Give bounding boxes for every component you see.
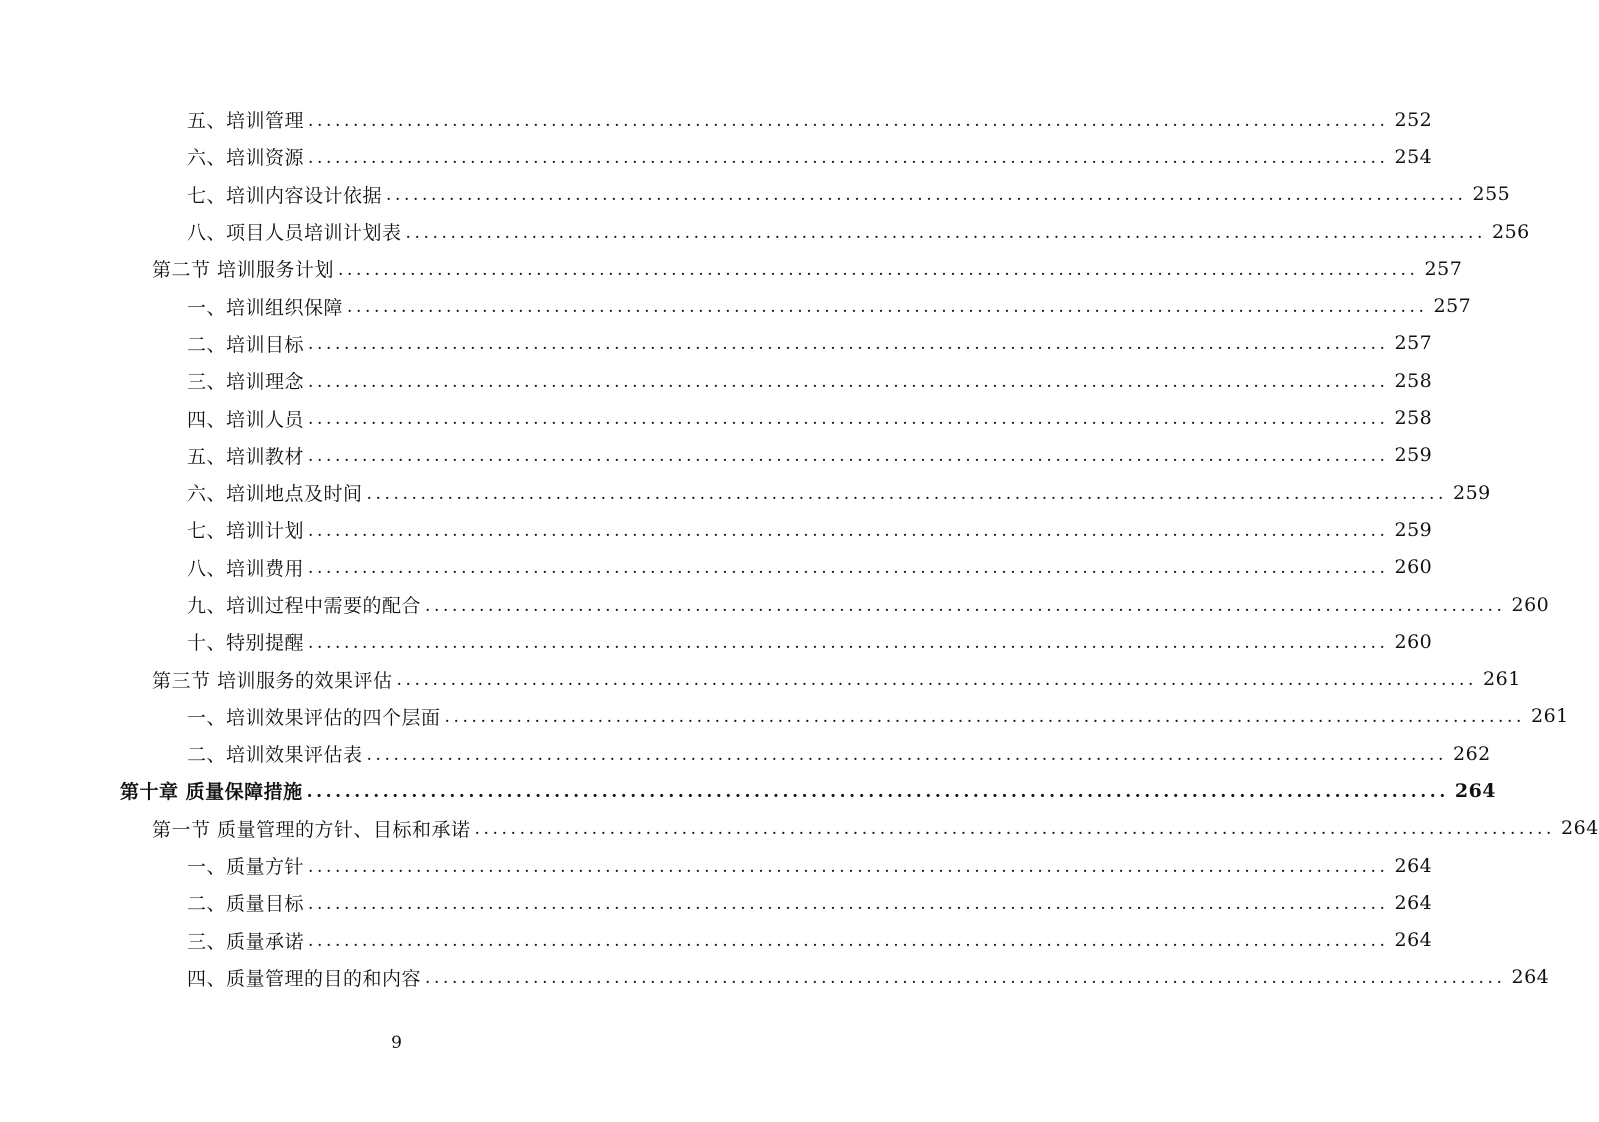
toc-entry-page-number: 257 [1394,332,1433,355]
page-number: 9 [391,1033,402,1053]
toc-entry-title: 第十章 质量保障措施 [120,781,303,804]
toc-entry-page-number: 260 [1511,593,1550,616]
toc-entry-page-number: 254 [1394,145,1433,168]
toc-item-entry[interactable] [0,847,1433,884]
toc-entry-page-number: 264 [1394,929,1433,952]
toc-dot-leader: ........................................................................................................................ [306,781,1449,802]
toc-dot-leader: ........................................................................................................................ [366,483,1447,504]
toc-entry-page-number: 262 [1452,742,1491,765]
toc-dot-leader: ........................................................................................................................ [347,297,1428,318]
toc-entry-page-number: 261 [1483,668,1521,691]
toc-item-entry[interactable] [0,138,1433,175]
toc-item-entry[interactable] [0,623,1433,660]
toc-entry-title: 第一节 质量管理的方针、目标和承诺 [152,818,471,841]
toc-dot-leader: ........................................................................................................................ [308,558,1389,579]
toc-dot-leader: ........................................................................................................................ [308,446,1389,467]
toc-entry-page-number: 258 [1394,369,1433,392]
toc-entry-page-number: 256 [1491,220,1530,243]
toc-entry-page-number: 257 [1433,295,1472,318]
toc-entry-page-number: 261 [1530,705,1569,728]
toc-item-entry[interactable] [0,698,1569,735]
toc-dot-leader: ........................................................................................................................ [338,259,1419,280]
toc-dot-leader: ........................................................................................................................ [425,595,1506,616]
toc-entry-page-number: 257 [1424,257,1463,280]
toc-dot-leader: ........................................................................................................................ [386,185,1467,206]
toc-dot-leader: ........................................................................................................................ [308,409,1389,430]
toc-entry-title: 五、培训管理 [187,110,305,133]
toc-item-entry[interactable] [0,511,1433,548]
toc-entry-page-number: 264 [1561,817,1599,840]
toc-dot-leader: ........................................................................................................................ [444,707,1525,728]
toc-entry-page-number: 259 [1452,481,1491,504]
toc-section-entry[interactable] [0,250,1463,287]
toc-dot-leader: ........................................................................................................................ [308,147,1389,168]
toc-entry-page-number: 258 [1394,407,1433,430]
toc-entry-page-number: 255 [1472,183,1511,206]
toc-dot-leader: ........................................................................................................................ [405,222,1486,243]
toc-section-entry[interactable] [0,660,1521,697]
toc-item-entry[interactable] [0,287,1472,324]
toc-entry-title: 七、培训计划 [187,520,305,543]
toc-entry-page-number: 259 [1394,518,1433,541]
toc-dot-leader: ........................................................................................................................ [308,931,1389,952]
toc-item-entry[interactable] [0,399,1433,436]
toc-entry-title: 五、培训教材 [187,445,305,468]
toc-entry-title: 一、质量方针 [187,856,305,879]
toc-entry-page-number: 260 [1394,556,1433,579]
toc-entry-page-number: 264 [1454,779,1497,802]
toc-entry-title: 七、培训内容设计依据 [187,184,383,207]
toc-dot-leader: ........................................................................................................................ [474,819,1556,840]
toc-entry-page-number: 252 [1394,108,1433,131]
toc-dot-leader: ........................................................................................................................ [396,670,1478,691]
toc-dot-leader: ........................................................................................................................ [366,744,1447,765]
toc-dot-leader: ........................................................................................................................ [308,371,1389,392]
toc-entry-page-number: 260 [1394,630,1433,653]
toc-item-entry[interactable] [0,176,1511,213]
toc-item-entry[interactable] [0,959,1550,996]
toc-item-entry[interactable] [0,325,1433,362]
toc-entry-title: 九、培训过程中需要的配合 [187,595,422,617]
toc-entry-title: 四、培训人员 [187,408,305,431]
toc-entry-title: 六、培训资源 [187,147,305,170]
toc-dot-leader: ........................................................................................................................ [308,520,1389,541]
toc-entry-title: 三、质量承诺 [187,930,305,953]
toc-entry-page-number: 264 [1511,966,1550,989]
toc-item-entry[interactable] [0,362,1433,399]
toc-entry-title: 八、项目人员培训计划表 [187,222,402,245]
toc-entry-title: 十、特别提醒 [187,632,305,655]
toc-entry-title: 二、质量目标 [187,893,305,916]
toc-item-entry[interactable] [0,474,1491,511]
toc-item-entry[interactable] [0,884,1433,921]
toc-entry-title: 六、培训地点及时间 [187,483,363,506]
toc-entry-title: 第三节 培训服务的效果评估 [152,669,393,692]
toc-entry-title: 三、培训理念 [187,371,305,394]
toc-dot-leader: ........................................................................................................................ [308,110,1389,131]
toc-dot-leader: ........................................................................................................................ [308,632,1389,653]
toc-entry-page-number: 264 [1394,891,1433,914]
toc-entry-title: 四、质量管理的目的和内容 [187,967,422,990]
toc-entry-title: 二、培训目标 [187,333,305,356]
toc-dot-leader: ........................................................................................................................ [308,893,1389,914]
toc-entry-title: 第二节 培训服务计划 [152,259,335,282]
toc-entry-page-number: 264 [1394,854,1433,877]
toc-item-entry[interactable] [0,586,1550,623]
toc-item-entry[interactable] [0,213,1530,250]
toc-entry-page-number: 259 [1394,444,1433,467]
toc-item-entry[interactable] [0,437,1433,474]
toc-item-entry[interactable] [0,922,1433,959]
toc-item-entry[interactable] [0,549,1433,586]
toc-dot-leader: ........................................................................................................................ [425,968,1506,989]
table-of-contents [0,101,1599,996]
toc-entry-title: 一、培训效果评估的四个层面 [187,706,441,729]
toc-item-entry[interactable] [0,101,1433,138]
toc-dot-leader: ........................................................................................................................ [308,856,1389,877]
toc-entry-title: 一、培训组织保障 [187,296,344,319]
toc-entry-title: 八、培训费用 [187,557,305,580]
toc-dot-leader: ........................................................................................................................ [308,334,1389,355]
toc-chapter-entry[interactable] [0,772,1497,809]
toc-section-entry[interactable] [0,810,1599,847]
toc-entry-title: 二、培训效果评估表 [187,744,363,767]
toc-item-entry[interactable] [0,735,1491,772]
